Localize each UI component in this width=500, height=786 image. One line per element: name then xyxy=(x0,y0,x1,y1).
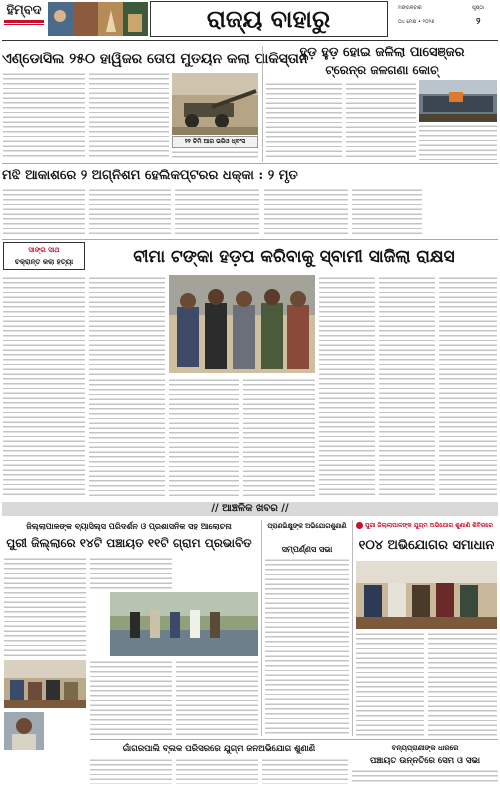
grievance-headline: ୧୦୪ ଅଭିଯୋଗର ସମାଧାନ xyxy=(358,538,495,553)
grievance-photo xyxy=(356,561,497,629)
insurance-body-col8 xyxy=(439,276,497,496)
rule-before-hearing xyxy=(90,739,498,740)
insurance-photo xyxy=(169,275,315,373)
insurance-body-col1 xyxy=(3,276,85,496)
camp-headline: ସମ୍ପର୍ଣ୍ଣସ ସଭା xyxy=(281,544,333,554)
forest-kicker: ବନ୍ୟପ୍ରାଣୀଙ୍କ ଧାରରେ xyxy=(391,743,459,752)
masthead-collage-image xyxy=(48,2,148,36)
grievance-kicker-row xyxy=(356,521,496,532)
masthead-collage xyxy=(48,2,148,36)
train-photo xyxy=(419,80,497,122)
insurance-body-col7 xyxy=(379,276,435,496)
pakistan-body-col2 xyxy=(89,72,169,158)
rule-before-insurance xyxy=(2,239,498,240)
train-body-col3 xyxy=(419,124,497,160)
rule-before-helicopter xyxy=(2,163,498,164)
masthead-title-box xyxy=(150,1,388,37)
masthead-logo xyxy=(2,3,46,37)
helicopter-body-col2 xyxy=(89,188,171,236)
masthead-rule xyxy=(2,40,498,41)
officer-portrait-image xyxy=(4,712,44,750)
camp-body xyxy=(265,558,349,736)
insurance-body-col2 xyxy=(89,276,165,376)
puri-body-col1 xyxy=(4,557,86,657)
howitzer-image xyxy=(172,73,258,135)
flood-visit-image xyxy=(110,592,258,656)
insurance-body-col3 xyxy=(89,378,165,496)
arrested-men-image xyxy=(169,275,315,373)
logo-underline-2 xyxy=(4,24,44,25)
helicopter-body-col1 xyxy=(3,188,85,236)
insurance-headline: ବୀମା ଟଙ୍କା ହଡ଼ପ କରିବାକୁ ସ୍ବାମୀ ସାଜିଲା ରାକ୍ଷସ xyxy=(133,247,455,267)
hearing-headline: ଗାଁଗରପାଲି ବ୍ଲକ ପରିସରରେ ଯୁଗ୍ମ ଜନଅଭିଯୋଗ ଶୁଣାଣି xyxy=(122,744,316,754)
burning-train-image xyxy=(419,80,497,122)
date-text: ୦୪ ମେଷ • ୨୦୨୬ xyxy=(398,19,435,25)
regional-band xyxy=(2,502,498,516)
logo-underline xyxy=(4,20,44,23)
grievance-body-col1 xyxy=(356,632,424,736)
regional-band-label: // ଆଞ୍ଚଳିକ ଖବର // xyxy=(211,503,289,514)
puri-body-col4 xyxy=(176,660,258,736)
puri-body-col3 xyxy=(90,660,172,736)
pakistan-body-col3 xyxy=(172,150,258,160)
masthead-title: ରାଜ୍ୟ ବାହାରୁ xyxy=(206,4,331,33)
helicopter-headline: ମଝି ଆକାଶରେ ୨ ଅଗ୍ନିଶମ ହେଲିକପ୍ଟରର ଧକ୍କା : ୨ ମୃତ xyxy=(2,168,298,183)
train-body-col2 xyxy=(346,82,416,160)
puri-photo-flood xyxy=(110,592,258,656)
masthead xyxy=(0,0,500,40)
grievance-meeting-image xyxy=(356,561,497,629)
camp-kicker: ପ୍ରାଣଭିକ୍ଷୁଙ୍କ ଅଭିଯୋଗଶୁଣାଣି xyxy=(267,522,347,530)
insurance-kicker-line1: ସାଙ୍ଗ ସାଥ xyxy=(28,245,60,254)
puri-photo-meeting xyxy=(4,660,86,708)
grievance-body-col2 xyxy=(428,632,497,736)
logo-text: ହିମ୍ବଦ xyxy=(6,3,42,18)
rule-bottom-mid xyxy=(352,520,353,736)
pakistan-photo xyxy=(172,73,258,135)
puri-headline: ପୁରୀ ଜିଲ୍ଲାରେ ୧୪ଟି ପଞ୍ଚାୟତ ୧୧ଟି ଗ୍ରାମ ପ୍ରଭାବିତ xyxy=(6,536,252,550)
rule-top-mid xyxy=(262,46,263,162)
helicopter-body-col4 xyxy=(264,188,348,236)
puri-photo-officer xyxy=(4,712,44,750)
meeting-image xyxy=(4,660,86,708)
insurance-kicker-box xyxy=(3,242,85,270)
pakistan-photo-caption-box xyxy=(172,136,258,148)
location-pin-icon xyxy=(356,522,363,529)
insurance-body-col4 xyxy=(169,378,239,496)
forest-body xyxy=(352,769,498,784)
page-label: ପୃଷ୍ଠା xyxy=(472,5,484,11)
insurance-body-col6 xyxy=(319,276,375,496)
forest-headline: ପଞ୍ଚାୟତ ଉନ୍ନତିରେ ସେମ ଓ ସଭା xyxy=(369,756,481,766)
hearing-body-col2 xyxy=(176,758,258,784)
pakistan-body-col1 xyxy=(3,72,85,158)
puri-kicker: ଜିଲ୍ଲାପାଳଙ୍କ ବ୍ୟାସିଲ୍ସ ପରିଦର୍ଶନ ଓ ପ୍ରଶାସନିକ ସହ ଆଲୋଚନା xyxy=(26,521,232,531)
hearing-body-col3 xyxy=(262,758,348,784)
helicopter-body-col3 xyxy=(175,188,259,236)
train-body-col1 xyxy=(266,82,342,160)
train-headline-line1: ହୁଡ଼ ହୁଡ଼ ହୋଇ ଜଳିଲା ପାସେଞ୍ଜର xyxy=(299,45,465,60)
grievance-kicker: ପୁରୀ ଜିଲ୍ଲାପାଳଙ୍କ ଯୁଗ୍ମ ଅଭିଯୋଗ ଶୁଣାଣି ଶିବିରରେ xyxy=(365,522,493,529)
train-headline-line2: ଟ୍ରେନ୍ର ଜଳଗଣା କୋଚ୍ xyxy=(325,63,439,77)
helicopter-body-col5 xyxy=(352,188,422,236)
pakistan-photo-caption: ୨୨ ଚିମି ଆର ଭରିଓ ଧ୍ବଂସ xyxy=(184,138,246,145)
masthead-dateline xyxy=(392,4,498,32)
insurance-kicker-line2: ଚକ୍ରାନ୍ତ କଲା ହତ୍ୟା xyxy=(14,257,74,266)
pakistan-headline: ଏଣ୍ଡୋସିଲ ୨୫୦ ହାୱିଜର ତୋପ ମୁତୟନ କଲା ପାକିସ୍ତାନ xyxy=(2,51,309,67)
hearing-body-col1 xyxy=(90,758,172,784)
rule-bottom-left xyxy=(261,520,262,736)
day-label: ମଙ୍ଗଳବାର xyxy=(398,5,422,11)
page-number: ୨ xyxy=(476,17,481,27)
insurance-body-col5 xyxy=(243,378,315,496)
puri-body-col2 xyxy=(90,557,172,591)
